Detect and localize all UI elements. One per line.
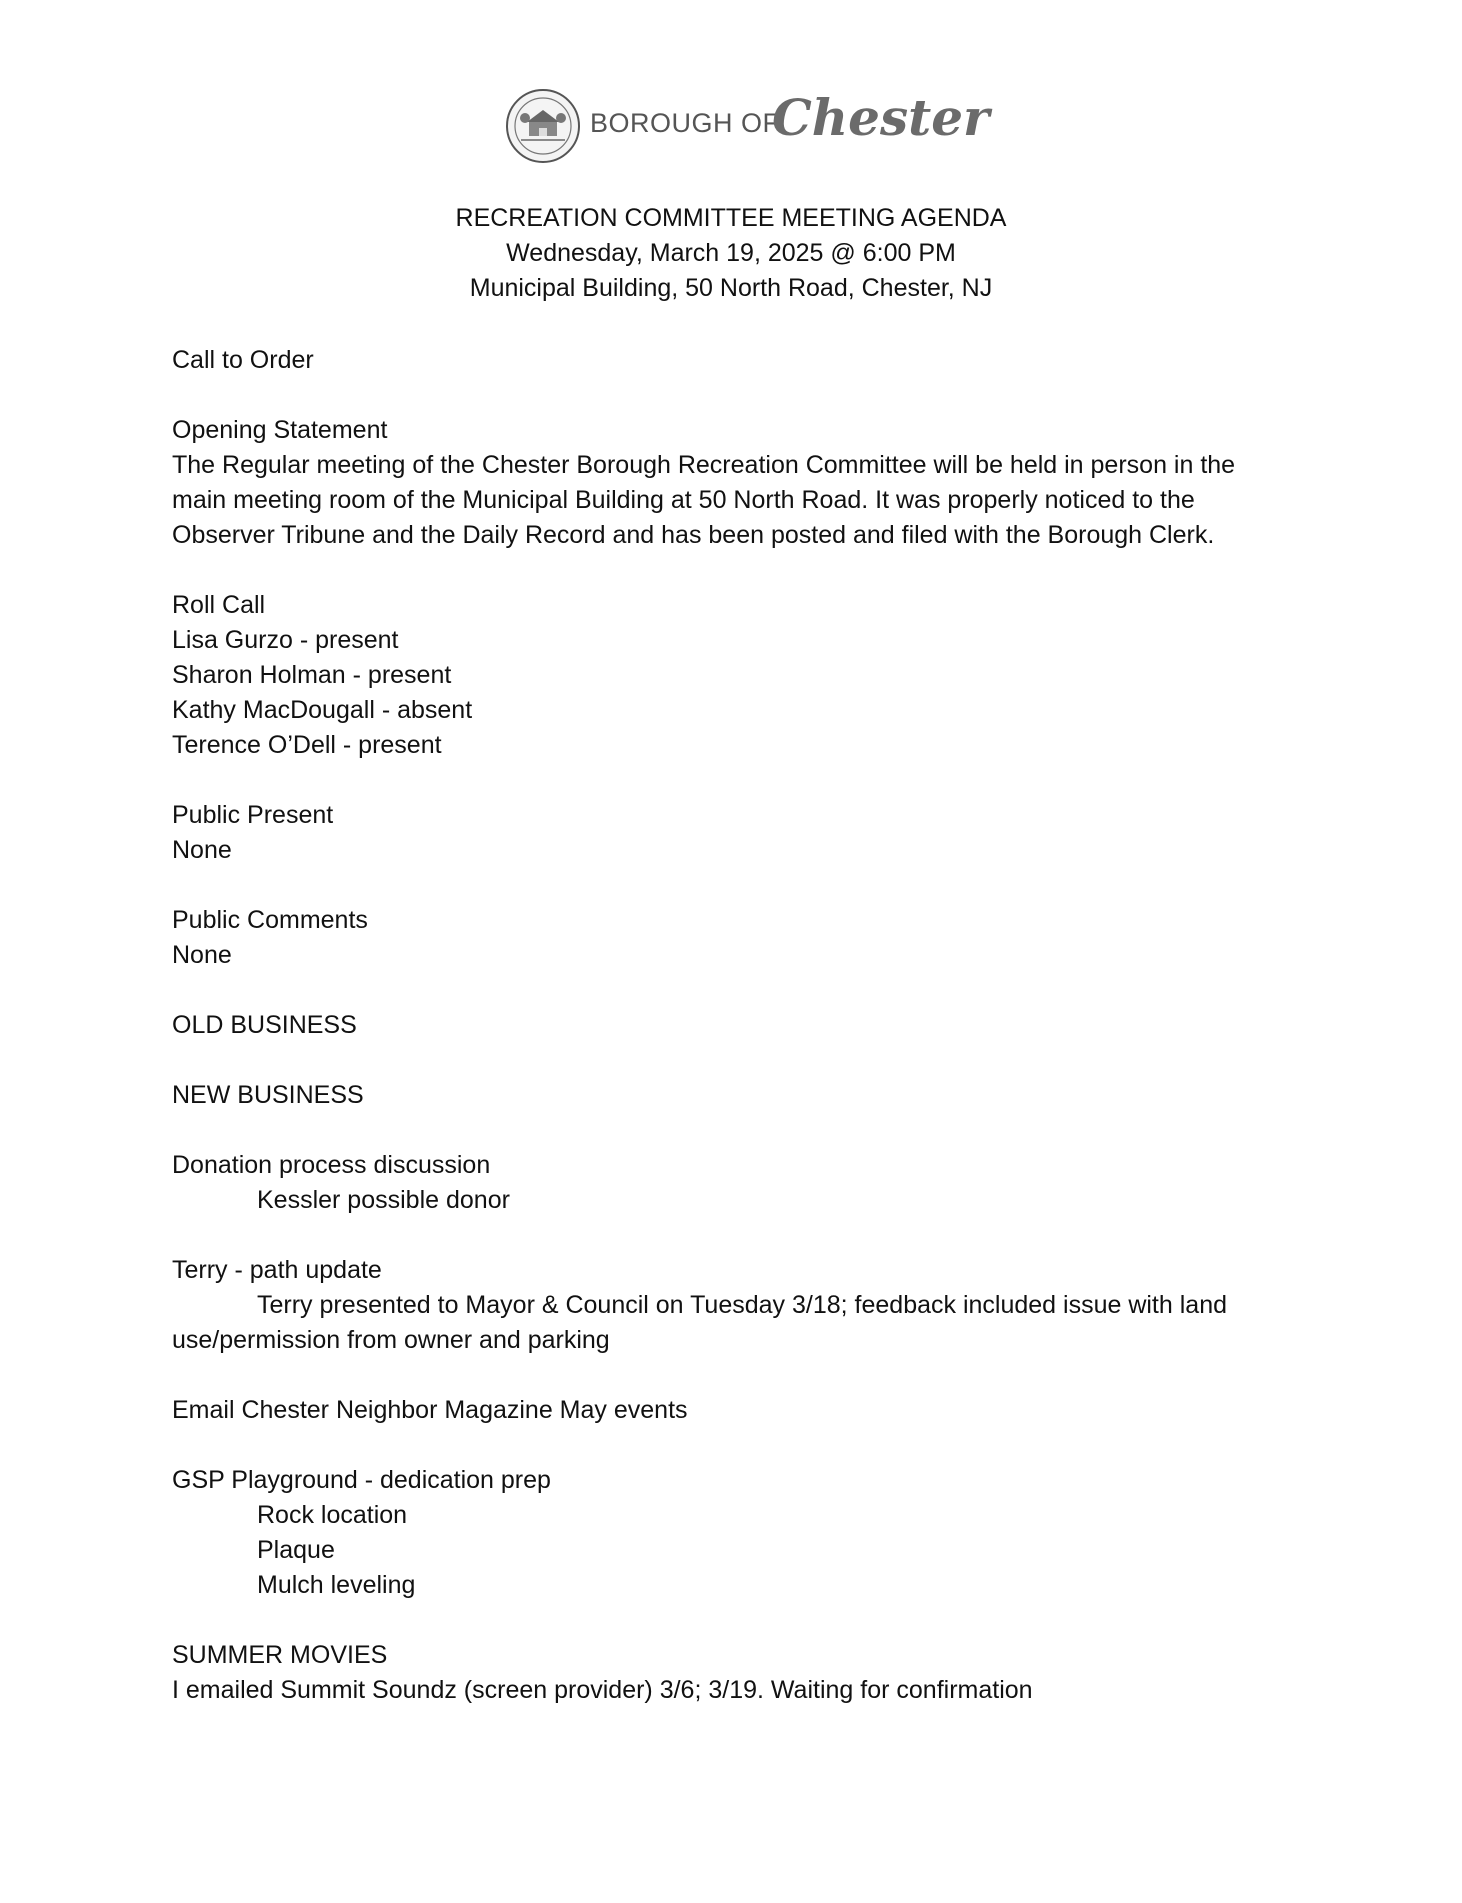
roll-call-member: Kathy MacDougall - absent <box>172 696 473 724</box>
meeting-location: Municipal Building, 50 North Road, Chester, NJ <box>469 274 993 302</box>
public-present-value: None <box>172 836 232 864</box>
terry-update-line: use/permission from owner and parking <box>172 1326 610 1354</box>
opening-statement-line: The Regular meeting of the Chester Borough Recreation Committee will be held in person in the <box>172 451 1236 479</box>
borough-logo <box>505 86 990 166</box>
roll-call-member: Sharon Holman - present <box>172 661 452 689</box>
roll-call-heading: Roll Call <box>172 591 266 619</box>
meeting-date: Wednesday, March 19, 2025 @ 6:00 PM <box>506 239 956 267</box>
call-to-order-heading: Call to Order <box>172 346 314 374</box>
public-present-heading: Public Present <box>172 801 334 829</box>
email-item: Email Chester Neighbor Magazine May events <box>172 1396 688 1424</box>
logo-prefix: BOROUGH OF <box>590 108 780 138</box>
opening-statement-line: Observer Tribune and the Daily Record and has been posted and filed with the Borough Clerk. <box>172 521 1215 549</box>
roll-call-member: Terence O’Dell - present <box>172 731 442 759</box>
opening-statement-heading: Opening Statement <box>172 416 388 444</box>
opening-statement-line: main meeting room of the Municipal Building at 50 North Road. It was properly noticed to the <box>172 486 1195 514</box>
logo-name: Chester <box>772 88 990 147</box>
summer-movies-heading: SUMMER MOVIES <box>172 1641 388 1669</box>
summer-movies-note: I emailed Summit Soundz (screen provider) 3/6; 3/19. Waiting for confirmation <box>172 1676 1033 1704</box>
old-business-heading: OLD BUSINESS <box>172 1011 357 1039</box>
gsp-heading: GSP Playground - dedication prep <box>172 1466 551 1494</box>
public-comments-heading: Public Comments <box>172 906 368 934</box>
donation-heading: Donation process discussion <box>172 1151 491 1179</box>
agenda-title: RECREATION COMMITTEE MEETING AGENDA <box>455 204 1007 232</box>
borough-seal-icon <box>505 88 581 164</box>
terry-heading: Terry - path update <box>172 1256 382 1284</box>
donation-item: Kessler possible donor <box>257 1186 510 1214</box>
gsp-item: Mulch leveling <box>257 1571 416 1599</box>
gsp-item: Rock location <box>257 1501 408 1529</box>
roll-call-member: Lisa Gurzo - present <box>172 626 399 654</box>
terry-update-line: Terry presented to Mayor & Council on Tuesday 3/18; feedback included issue with land <box>257 1291 1227 1319</box>
gsp-item: Plaque <box>257 1536 335 1564</box>
public-comments-value: None <box>172 941 232 969</box>
agenda-body <box>172 343 1322 1708</box>
new-business-heading: NEW BUSINESS <box>172 1081 364 1109</box>
